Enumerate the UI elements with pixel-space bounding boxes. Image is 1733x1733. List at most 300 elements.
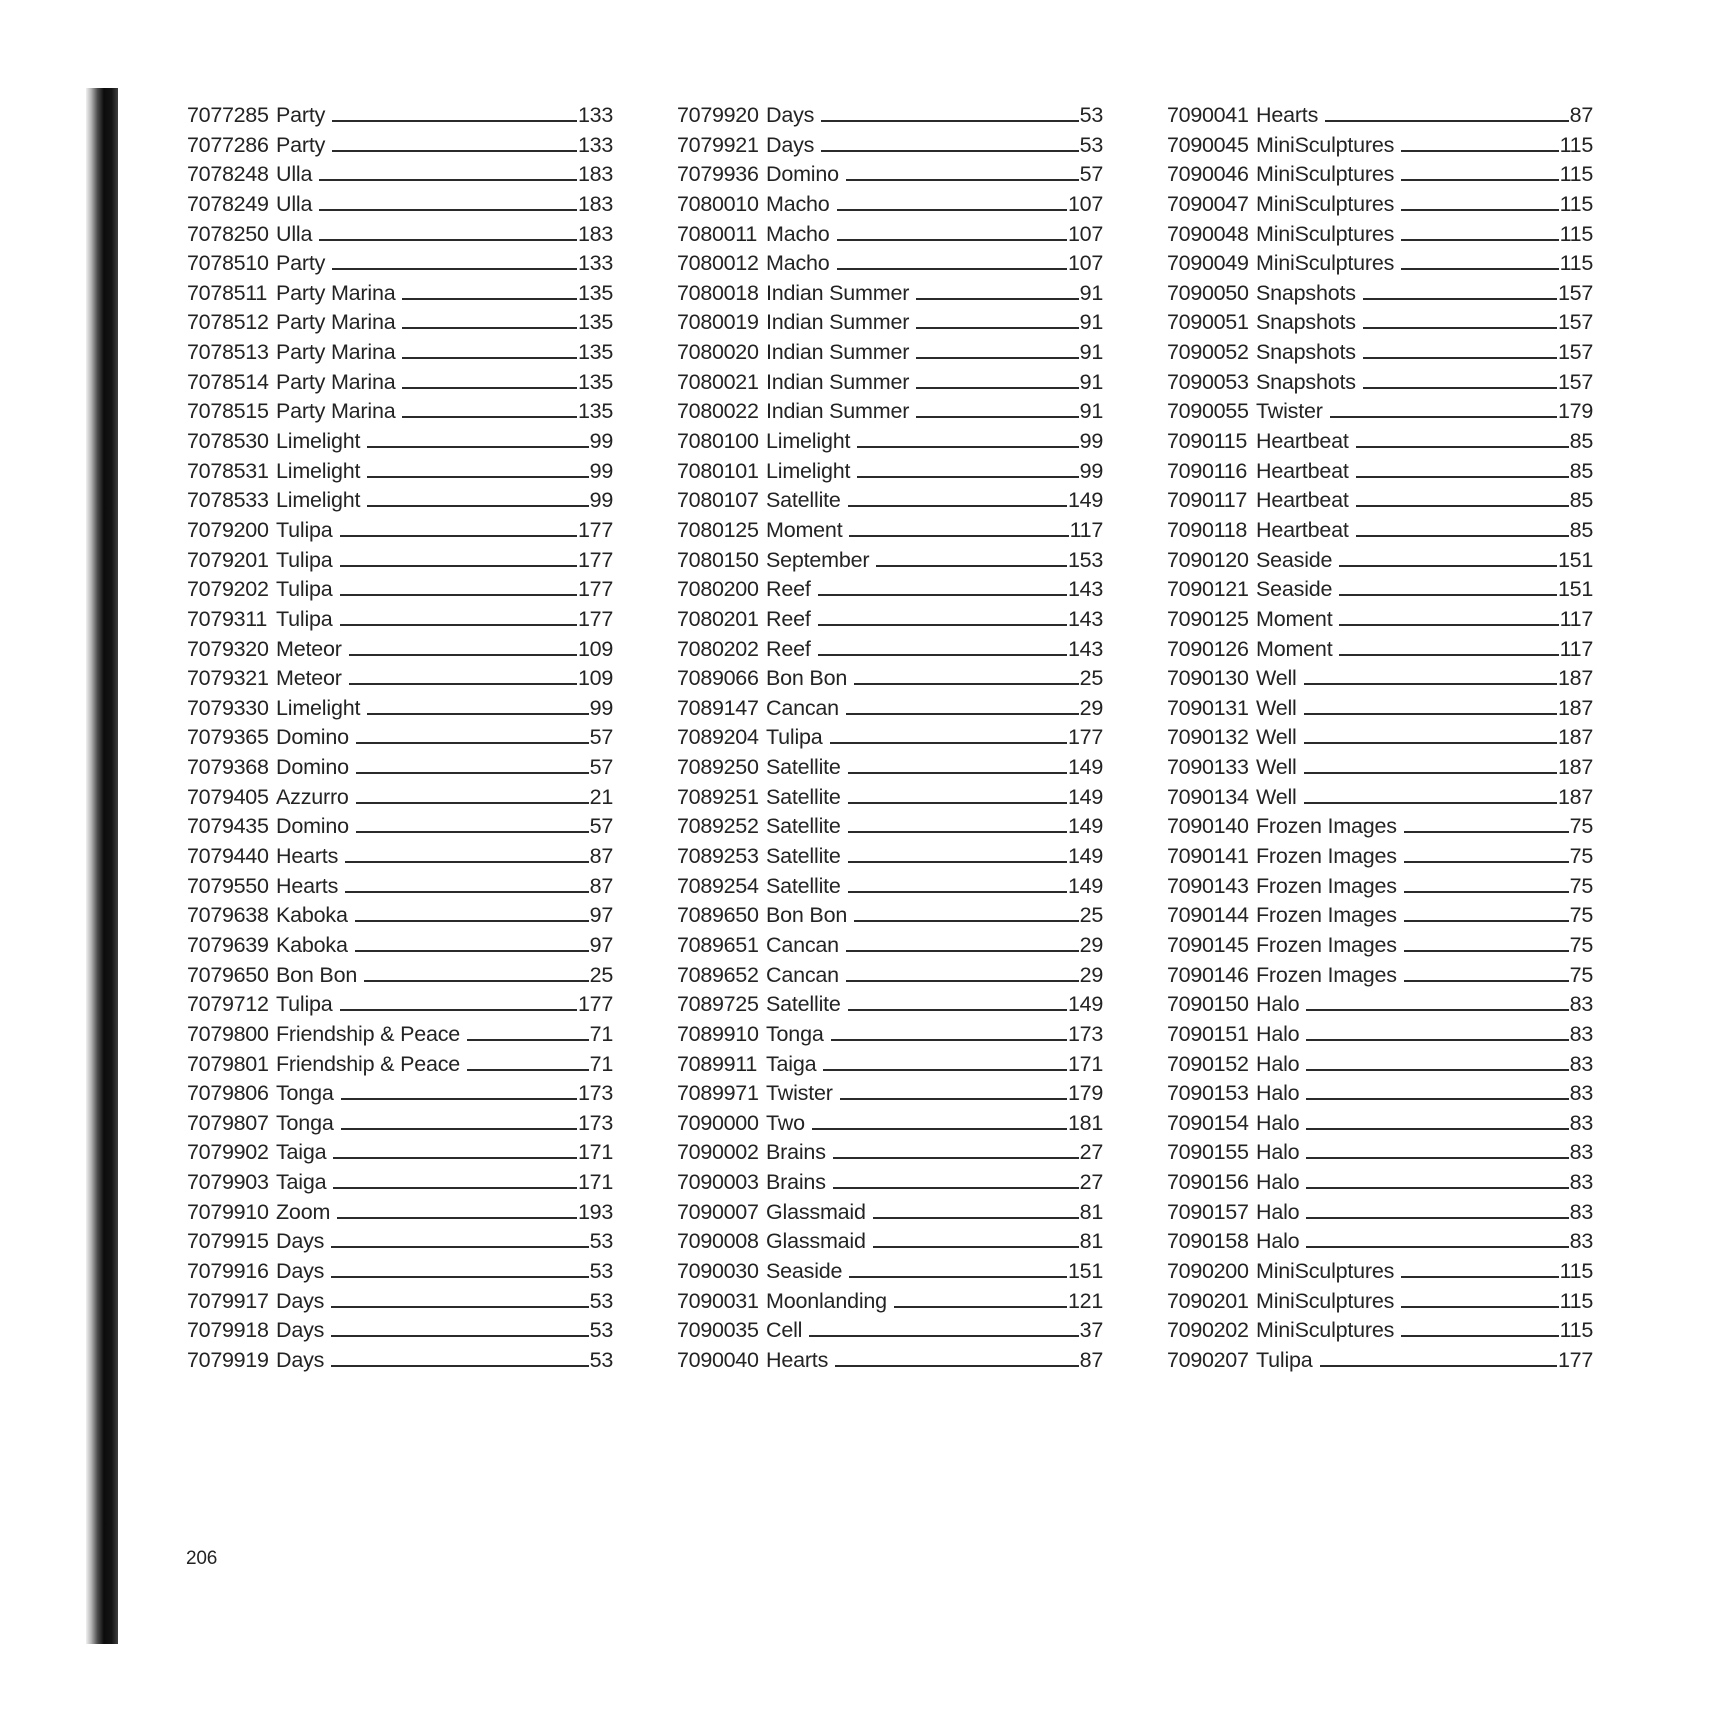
leader-line	[916, 327, 1078, 329]
product-name: Halo	[1256, 1021, 1300, 1046]
index-row	[187, 399, 613, 429]
product-name: Well	[1256, 755, 1297, 780]
index-row	[1167, 963, 1593, 993]
product-code: 7090144	[1167, 903, 1249, 928]
product-code: 7078510	[187, 251, 269, 276]
leader-line	[1304, 802, 1557, 804]
index-row	[1167, 933, 1593, 963]
page-ref: 75	[1569, 873, 1593, 898]
product-name: Snapshots	[1256, 340, 1356, 365]
index-row	[1167, 429, 1593, 459]
product-name: Tulipa	[276, 547, 333, 572]
leader-line	[402, 387, 577, 389]
product-code: 7078530	[187, 429, 269, 454]
product-code: 7079902	[187, 1140, 269, 1165]
leader-line	[345, 861, 589, 863]
product-code: 7090146	[1167, 962, 1249, 987]
book-binding-shadow	[86, 88, 118, 1644]
index-row	[677, 488, 1103, 518]
product-code: 7090154	[1167, 1110, 1249, 1135]
product-code: 7080100	[677, 429, 759, 454]
product-code: 7079920	[677, 103, 759, 127]
product-name: Ulla	[276, 162, 313, 187]
index-row	[1167, 755, 1593, 785]
index-row	[1167, 192, 1593, 222]
product-name: Brains	[766, 1140, 826, 1165]
product-code: 7078514	[187, 369, 269, 394]
product-code: 7090155	[1167, 1140, 1249, 1165]
leader-line	[873, 1217, 1079, 1219]
page-ref: 75	[1569, 903, 1593, 928]
product-name: Cancan	[766, 695, 839, 720]
page-ref: 99	[589, 458, 613, 483]
product-name: Cancan	[766, 932, 839, 957]
product-code: 7090121	[1167, 577, 1249, 602]
product-name: Satellite	[766, 784, 841, 809]
page-ref: 25	[1079, 903, 1103, 928]
product-code: 7089910	[677, 1021, 759, 1046]
product-code: 7090157	[1167, 1199, 1249, 1224]
leader-line	[340, 594, 577, 596]
leader-line	[1404, 920, 1569, 922]
page-ref: 107	[1068, 251, 1103, 276]
product-name: Limelight	[276, 458, 361, 483]
product-code: 7079330	[187, 695, 269, 720]
page-ref: 75	[1569, 962, 1593, 987]
product-code: 7078250	[187, 221, 269, 246]
leader-line	[1401, 239, 1558, 241]
leader-line	[1404, 831, 1569, 833]
leader-line	[1306, 1098, 1568, 1100]
product-name: Cancan	[766, 962, 839, 987]
leader-line	[1339, 594, 1557, 596]
leader-line	[333, 1187, 577, 1189]
product-code: 7079311	[187, 606, 268, 631]
leader-line	[367, 446, 588, 448]
product-name: Bon Bon	[766, 903, 848, 928]
leader-line	[332, 150, 577, 152]
product-name: Brains	[766, 1170, 826, 1195]
product-code: 7078248	[187, 162, 269, 187]
index-row	[187, 874, 613, 904]
index-row	[1167, 340, 1593, 370]
product-name: Kaboka	[276, 932, 348, 957]
leader-line	[341, 1128, 577, 1130]
leader-line	[319, 179, 577, 181]
leader-line	[356, 802, 589, 804]
product-code: 7089254	[677, 873, 759, 898]
page-ref: 149	[1068, 755, 1103, 780]
page-ref: 193	[578, 1199, 613, 1224]
product-name: Days	[276, 1318, 325, 1343]
index-row	[1167, 844, 1593, 874]
leader-line	[823, 1069, 1067, 1071]
product-code: 7080010	[677, 191, 759, 216]
index-row	[677, 370, 1103, 400]
product-name: Reef	[766, 636, 811, 661]
product-name: Well	[1256, 695, 1297, 720]
index-row	[1167, 725, 1593, 755]
product-code: 7079650	[187, 962, 269, 987]
page-ref: 149	[1068, 992, 1103, 1017]
page-ref: 53	[589, 1288, 613, 1313]
product-code: 7079903	[187, 1170, 269, 1195]
index-row	[677, 251, 1103, 281]
product-name: Party Marina	[276, 340, 396, 365]
leader-line	[857, 476, 1078, 478]
leader-line	[355, 920, 589, 922]
leader-line	[848, 1009, 1067, 1011]
page-ref: 21	[589, 784, 613, 809]
leader-line	[1401, 1335, 1558, 1337]
leader-line	[837, 239, 1067, 241]
index-row	[187, 1200, 613, 1230]
index-row	[187, 429, 613, 459]
index-row	[187, 992, 613, 1022]
index-row	[1167, 1140, 1593, 1170]
product-name: Party	[276, 251, 326, 276]
leader-line	[1304, 683, 1557, 685]
product-code: 7079638	[187, 903, 269, 928]
product-name: Bon Bon	[766, 666, 848, 691]
product-code: 7079712	[187, 992, 269, 1017]
leader-line	[337, 1217, 577, 1219]
page-ref: 57	[1079, 162, 1103, 187]
product-code: 7079800	[187, 1021, 269, 1046]
product-code: 7079915	[187, 1229, 269, 1254]
leader-line	[809, 1335, 1078, 1337]
product-code: 7090120	[1167, 547, 1249, 572]
page-ref: 117	[1559, 606, 1593, 631]
index-row	[187, 192, 613, 222]
product-name: Bon Bon	[276, 962, 358, 987]
page-ref: 83	[1569, 992, 1593, 1017]
index-row	[187, 696, 613, 726]
leader-line	[830, 742, 1067, 744]
product-code: 7077285	[187, 103, 269, 127]
page-ref: 151	[1558, 547, 1593, 572]
leader-line	[331, 1306, 588, 1308]
index-row	[677, 874, 1103, 904]
product-code: 7079321	[187, 666, 269, 691]
index-row	[677, 755, 1103, 785]
index-row	[187, 903, 613, 933]
leader-line	[1404, 861, 1569, 863]
page-ref: 151	[1068, 1258, 1103, 1283]
product-name: Days	[766, 103, 815, 127]
product-name: Macho	[766, 191, 830, 216]
page-ref: 53	[589, 1318, 613, 1343]
leader-line	[894, 1306, 1067, 1308]
product-code: 7090150	[1167, 992, 1249, 1017]
product-name: MiniSculptures	[1256, 1318, 1395, 1343]
product-code: 7089650	[677, 903, 759, 928]
leader-line	[331, 1365, 588, 1367]
leader-line	[1306, 1128, 1568, 1130]
page-ref: 87	[1079, 1347, 1103, 1372]
index-row	[1167, 1229, 1593, 1259]
page-ref: 149	[1068, 844, 1103, 869]
product-name: Frozen Images	[1256, 903, 1397, 928]
page-ref: 115	[1559, 132, 1593, 157]
index-row	[677, 1140, 1103, 1170]
product-name: Taiga	[276, 1140, 327, 1165]
index-row	[1167, 310, 1593, 340]
leader-line	[340, 624, 577, 626]
leader-line	[331, 1276, 588, 1278]
index-row	[1167, 1052, 1593, 1082]
page-ref: 135	[578, 340, 613, 365]
product-name: Moonlanding	[766, 1288, 887, 1313]
product-code: 7090045	[1167, 132, 1249, 157]
index-row	[187, 518, 613, 548]
index-row	[677, 963, 1103, 993]
product-name: Party Marina	[276, 280, 396, 305]
leader-line	[1363, 327, 1557, 329]
index-row	[187, 133, 613, 163]
product-code: 7089253	[677, 844, 759, 869]
index-row	[187, 1081, 613, 1111]
leader-line	[349, 683, 577, 685]
leader-line	[332, 268, 577, 270]
index-row	[187, 488, 613, 518]
page-ref: 171	[578, 1140, 613, 1165]
product-name: Tulipa	[276, 606, 333, 631]
leader-line	[821, 150, 1078, 152]
page-ref: 151	[1558, 577, 1593, 602]
page-ref: 157	[1558, 369, 1593, 394]
leader-line	[340, 1009, 577, 1011]
product-code: 7079368	[187, 755, 269, 780]
page-ref: 179	[1558, 399, 1593, 424]
index-row	[677, 518, 1103, 548]
index-row	[1167, 785, 1593, 815]
product-code: 7089725	[677, 992, 759, 1017]
leader-line	[854, 920, 1079, 922]
product-code: 7090151	[1167, 1021, 1249, 1046]
product-code: 7090125	[1167, 606, 1249, 631]
product-code: 7090200	[1167, 1258, 1249, 1283]
leader-line	[349, 654, 577, 656]
leader-line	[854, 683, 1079, 685]
page-ref: 183	[578, 221, 613, 246]
product-code: 7090051	[1167, 310, 1249, 335]
page-ref: 177	[578, 992, 613, 1017]
product-name: Tulipa	[276, 992, 333, 1017]
index-row	[187, 1259, 613, 1289]
page-ref: 99	[589, 488, 613, 513]
page-ref: 115	[1559, 1258, 1593, 1283]
page-ref: 87	[589, 873, 613, 898]
leader-line	[332, 120, 577, 122]
leader-line	[341, 1098, 577, 1100]
product-code: 7080125	[677, 517, 759, 542]
product-code: 7080202	[677, 636, 759, 661]
leader-line	[1356, 476, 1569, 478]
page-ref: 25	[1079, 666, 1103, 691]
product-code: 7077286	[187, 132, 269, 157]
product-code: 7090130	[1167, 666, 1249, 691]
product-code: 7090115	[1167, 429, 1248, 454]
leader-line	[833, 1187, 1079, 1189]
index-column-1	[187, 103, 613, 1378]
product-name: Tulipa	[766, 725, 823, 750]
product-name: Halo	[1256, 1140, 1300, 1165]
product-name: Macho	[766, 251, 830, 276]
index-row	[677, 814, 1103, 844]
page-ref: 83	[1569, 1021, 1593, 1046]
index-row	[187, 933, 613, 963]
product-name: Halo	[1256, 1051, 1300, 1076]
product-code: 7079440	[187, 844, 269, 869]
product-code: 7090156	[1167, 1170, 1249, 1195]
index-row	[677, 785, 1103, 815]
leader-line	[356, 742, 589, 744]
index-row	[677, 1229, 1103, 1259]
product-code: 7079916	[187, 1258, 269, 1283]
product-code: 7079550	[187, 873, 269, 898]
product-name: Cell	[766, 1318, 803, 1343]
page-ref: 133	[578, 251, 613, 276]
index-row	[187, 785, 613, 815]
product-name: Heartbeat	[1256, 517, 1349, 542]
index-row	[677, 162, 1103, 192]
product-name: Well	[1256, 725, 1297, 750]
leader-line	[846, 980, 1079, 982]
product-name: Domino	[766, 162, 839, 187]
index-row	[1167, 399, 1593, 429]
index-row	[187, 607, 613, 637]
index-row	[1167, 992, 1593, 1022]
leader-line	[1363, 298, 1557, 300]
page-ref: 157	[1558, 340, 1593, 365]
product-name: Halo	[1256, 1110, 1300, 1135]
index-row	[677, 903, 1103, 933]
product-code: 7080020	[677, 340, 759, 365]
product-name: Tulipa	[276, 577, 333, 602]
product-name: Heartbeat	[1256, 458, 1349, 483]
index-row	[677, 340, 1103, 370]
page-ref: 91	[1079, 369, 1103, 394]
page-ref: 133	[578, 103, 613, 127]
leader-line	[402, 298, 577, 300]
page-ref: 29	[1079, 695, 1103, 720]
leader-line	[848, 505, 1067, 507]
page-ref: 83	[1569, 1051, 1593, 1076]
page-ref: 187	[1558, 695, 1593, 720]
index-row	[677, 1318, 1103, 1348]
product-code: 7090116	[1167, 458, 1248, 483]
leader-line	[848, 831, 1067, 833]
product-name: Satellite	[766, 992, 841, 1017]
product-code: 7089252	[677, 814, 759, 839]
product-code: 7080201	[677, 606, 759, 631]
product-name: Frozen Images	[1256, 873, 1397, 898]
product-name: Seaside	[1256, 577, 1333, 602]
product-name: MiniSculptures	[1256, 1288, 1395, 1313]
product-name: Party Marina	[276, 399, 396, 424]
product-code: 7079910	[187, 1199, 269, 1224]
index-row	[1167, 162, 1593, 192]
product-name: Party	[276, 132, 326, 157]
product-name: Limelight	[276, 429, 361, 454]
product-code: 7090158	[1167, 1229, 1249, 1254]
page-ref: 173	[578, 1081, 613, 1106]
product-name: Hearts	[1256, 103, 1319, 127]
page-ref: 87	[589, 844, 613, 869]
leader-line	[846, 713, 1079, 715]
index-row	[187, 844, 613, 874]
page-ref: 71	[589, 1021, 613, 1046]
page-ref: 99	[1079, 458, 1103, 483]
product-name: Kaboka	[276, 903, 348, 928]
index-row	[187, 1289, 613, 1319]
product-code: 7090131	[1167, 695, 1249, 720]
page-ref: 177	[578, 547, 613, 572]
product-code: 7078249	[187, 191, 269, 216]
page-ref: 85	[1569, 517, 1593, 542]
page-ref: 121	[1068, 1288, 1103, 1313]
index-row	[677, 1200, 1103, 1230]
index-row	[677, 1259, 1103, 1289]
page-ref: 83	[1569, 1170, 1593, 1195]
index-column-2	[677, 103, 1103, 1378]
page-ref: 75	[1569, 844, 1593, 869]
product-name: Twister	[766, 1081, 833, 1106]
leader-line	[835, 1365, 1079, 1367]
page-ref: 187	[1558, 755, 1593, 780]
product-name: Halo	[1256, 1081, 1300, 1106]
product-code: 7090132	[1167, 725, 1249, 750]
leader-line	[356, 772, 589, 774]
index-row	[187, 1348, 613, 1378]
index-row	[677, 844, 1103, 874]
page-ref: 57	[589, 755, 613, 780]
product-code: 7080150	[677, 547, 759, 572]
page-ref: 149	[1068, 488, 1103, 513]
leader-line	[873, 1246, 1079, 1248]
page-ref: 109	[578, 666, 613, 691]
leader-line	[916, 298, 1078, 300]
product-name: Reef	[766, 606, 811, 631]
index-row	[677, 1348, 1103, 1378]
page-ref: 115	[1559, 221, 1593, 246]
product-name: MiniSculptures	[1256, 251, 1395, 276]
leader-line	[333, 1157, 577, 1159]
page-ref: 29	[1079, 932, 1103, 957]
page-ref: 115	[1559, 191, 1593, 216]
page-ref: 97	[589, 932, 613, 957]
index-row	[1167, 459, 1593, 489]
page-ref: 109	[578, 636, 613, 661]
page-ref: 181	[1068, 1110, 1103, 1135]
product-name: Domino	[276, 725, 349, 750]
index-row	[677, 607, 1103, 637]
index-row	[1167, 1111, 1593, 1141]
product-name: Hearts	[766, 1347, 829, 1372]
index-row	[187, 548, 613, 578]
page-ref: 171	[578, 1170, 613, 1195]
product-name: Frozen Images	[1256, 932, 1397, 957]
leader-line	[1401, 1306, 1558, 1308]
product-name: Tulipa	[276, 517, 333, 542]
product-code: 7090118	[1167, 517, 1248, 542]
product-code: 7090052	[1167, 340, 1249, 365]
product-name: MiniSculptures	[1256, 1258, 1395, 1283]
page-ref: 53	[1079, 132, 1103, 157]
product-name: Moment	[766, 517, 843, 542]
index-row	[1167, 607, 1593, 637]
